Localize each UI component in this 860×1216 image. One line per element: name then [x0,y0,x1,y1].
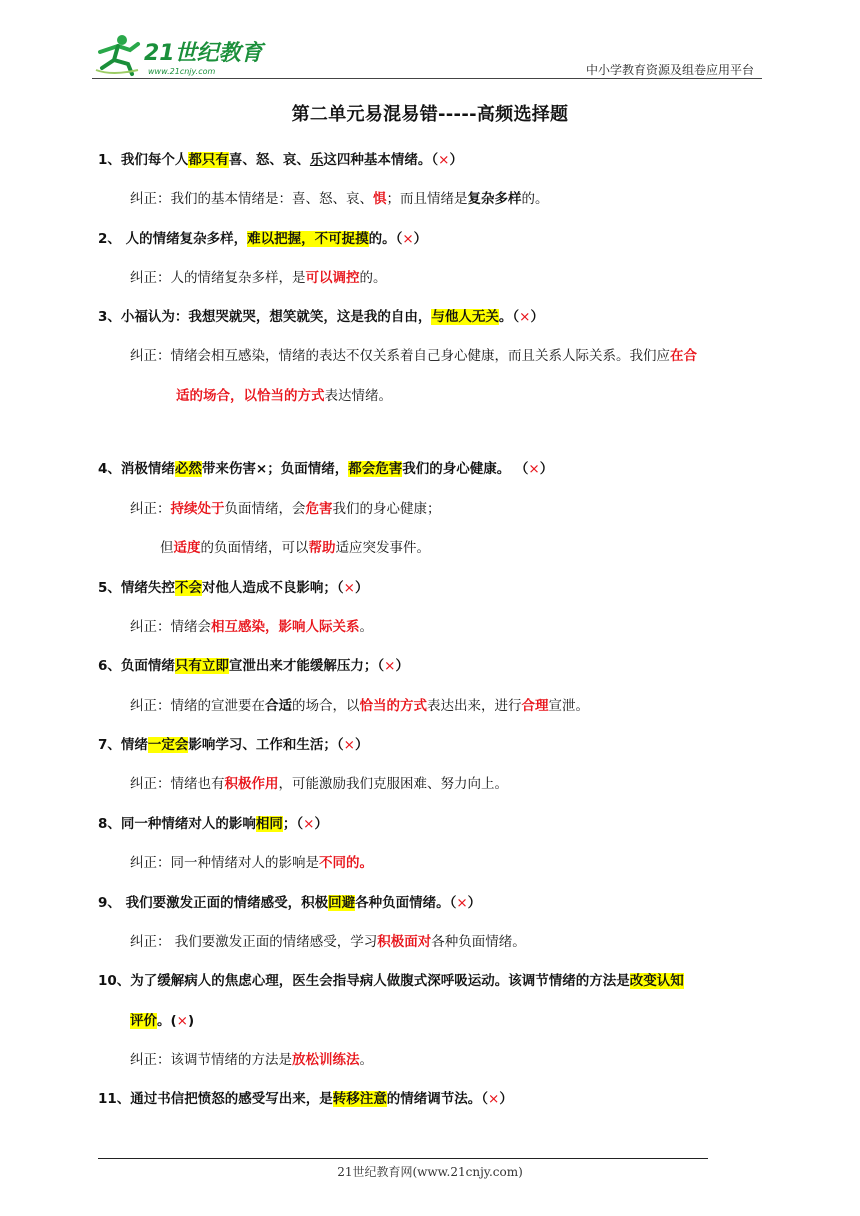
correction-3-cont: 适的场合，以恰当的方式表达情绪。 [176,388,392,404]
correction-4-cont: 但适度的负面情绪，可以帮助适应突发事件。 [160,540,430,556]
question-10: 10、为了缓解病人的焦虑心理，医生会指导病人做腹式深呼吸运动。该调节情绪的方法是改变认知 [98,973,684,989]
question-8: 8、同一种情绪对人的影响相同；（×） [98,816,328,832]
correction-3: 纠正：情绪会相互感染，情绪的表达不仅关系着自己身心健康，而且关系人际关系。我们应在合 [130,348,697,364]
question-4: 4、消极情绪必然带来伤害×；负面情绪，都会危害我们的身心健康。 （×） [98,461,554,477]
logo-text: 21世纪教育 [144,41,263,66]
site-logo [92,30,282,80]
correction-6: 纠正：情绪的宣泄要在合适的场合，以恰当的方式表达出来，进行合理宣泄。 [130,698,589,714]
question-1: 1、我们每个人都只有喜、怒、哀、乐这四种基本情绪。（×） [98,152,463,168]
header-platform-text: 中小学教育资源及组卷应用平台 [585,63,754,77]
question-7: 7、情绪一定会影响学习、工作和生活；（×） [98,737,369,753]
correction-4: 纠正：持续处于负面情绪，会危害我们的身心健康； [130,501,441,517]
footer-divider [98,1158,708,1159]
correction-8: 纠正：同一种情绪对人的影响是不同的。 [130,855,373,871]
question-3: 3、小福认为：我想哭就哭，想笑就笑，这是我的自由，与他人无关。（×） [98,309,544,325]
question-6: 6、负面情绪只有立即宣泄出来才能缓解压力；（×） [98,658,409,674]
question-10-cont: 评价。(×) [130,1013,195,1029]
logo-url: www.21cnjy.com [148,67,216,76]
logo-runner-icon [92,30,282,80]
question-2: 2、 人的情绪复杂多样，难以把握，不可捉摸的。（×） [98,231,428,247]
correction-10: 纠正：该调节情绪的方法是放松训练法。 [130,1052,373,1068]
correction-1: 纠正：我们的基本情绪是：喜、怒、哀、惧；而且情绪是复杂多样的。 [130,191,549,207]
correction-7: 纠正：情绪也有积极作用，可能激励我们克服困难、努力向上。 [130,776,508,792]
correction-5: 纠正：情绪会相互感染，影响人际关系。 [130,619,373,635]
correction-2: 纠正：人的情绪复杂多样，是可以调控的。 [130,270,387,286]
question-5: 5、情绪失控不会对他人造成不良影响；（×） [98,580,369,596]
question-11: 11、通过书信把愤怒的感受写出来，是转移注意的情绪调节法。（×） [98,1091,513,1107]
question-9: 9、 我们要激发正面的情绪感受，积极回避各种负面情绪。（×） [98,895,482,911]
correction-9: 纠正： 我们要激发正面的情绪感受，学习积极面对各种负面情绪。 [130,934,526,950]
footer-text: 21世纪教育网(www.21cnjy.com) [337,1165,523,1179]
page-title: 第二单元易混易错-----高频选择题 [291,104,569,125]
header-divider [92,78,762,79]
